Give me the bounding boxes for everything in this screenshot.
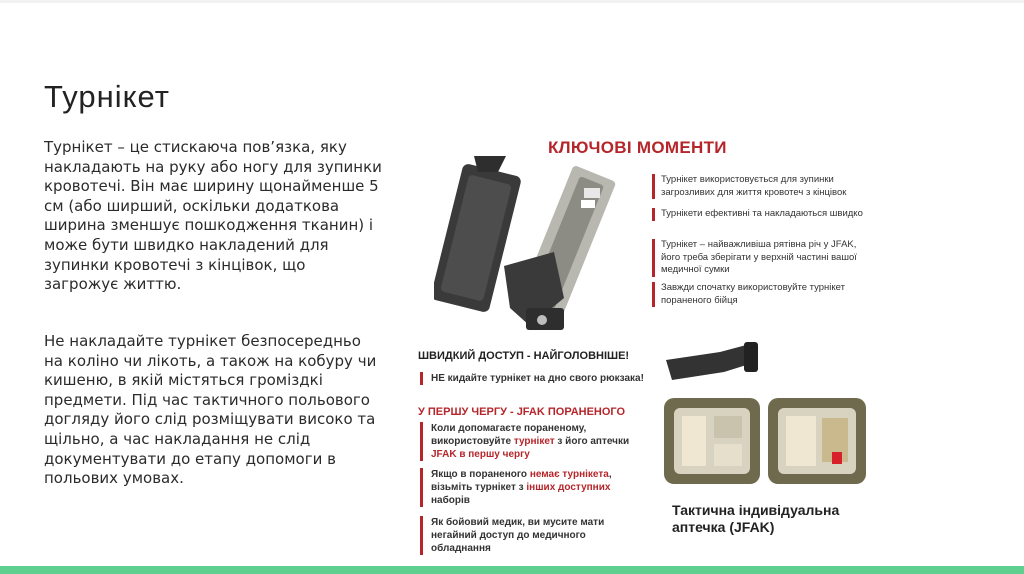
second-item-text-1: Якщо в пораненого — [431, 469, 530, 480]
slide-title: Турнікет — [44, 78, 170, 114]
kit-pouch-right — [768, 398, 866, 484]
key-points-heading: КЛЮЧОВІ МОМЕНТИ — [548, 138, 727, 157]
combat-medic-item: Як бойовий медик, ви мусите мати негайний доступ до медичного обладнання — [420, 516, 645, 555]
key-point-3: Турнікет – найважливіша рятівна річ у JFAK, його треба зберігати у верхній частині вашої медичної сумки — [652, 239, 871, 277]
first-item-bold-1: турнікет — [513, 436, 555, 447]
first-item-text-2: з його аптечки — [554, 436, 630, 447]
kit-pouch-left — [664, 398, 760, 484]
tourniquet-infographic — [414, 128, 884, 560]
quick-access-item: НЕ кидайте турнікет на дно свого рюкзака! — [420, 372, 645, 385]
quick-access-heading: ШВИДКИЙ ДОСТУП - НАЙГОЛОВНІШЕ! — [418, 350, 630, 362]
paragraph-definition: Турнікет – це стискаюча пов’язка, яку накладають на руку або ногу для зупинки кровотечі. Він має ширину щонайменше 5 см (або ширший, оскільки додаткова ширина зменшує пошкодження тканин) і може бути швидко накладений для зупинки кровотечі з кінцівок, що загрожує життю. — [44, 138, 382, 294]
first-item-bold-2: JFAK в першу чергу — [431, 449, 530, 460]
first-priority-heading: У ПЕРШУ ЧЕРГУ - JFAK ПОРАНЕНОГО — [418, 406, 626, 418]
kit-caption: Тактична індивідуальна аптечка (JFAK) — [672, 502, 840, 535]
second-item-text-3: наборів — [431, 495, 470, 506]
no-tourniquet-item — [420, 468, 645, 507]
tourniquet-illustration — [434, 148, 634, 348]
tourniquet-buckle — [504, 252, 564, 330]
paragraph-application: Не накладайте турнікет безпосередньо на коліно чи лікоть, а також на кобуру чи кишеню, в якій містяться громіздкі предмети. Під час тактичного польового догляду його слід розміщувати високо та щільно, а час накладання не слід документувати до етапу допомоги в польових умовах. — [44, 332, 377, 488]
top-divider — [0, 0, 1024, 3]
jfak-kit-illustration — [660, 340, 870, 490]
second-item-text-2: , візьміть турнікет з — [431, 469, 612, 493]
bottom-accent-bar — [0, 566, 1024, 574]
first-item-text-1: Коли допомагаєте пораненому, використовуйте — [431, 423, 587, 447]
second-item-bold-2: інших доступних — [526, 482, 611, 493]
second-item-bold-1: немає турнікета — [529, 469, 609, 480]
first-priority-item — [420, 422, 645, 461]
key-point-1: Турнікет використовується для зупинки загрозливих для життя кровотеч з кінцівок — [652, 174, 871, 199]
kit-tourniquet-on-top — [666, 342, 758, 380]
key-point-4: Завжди спочатку використовуйте турнікет пораненого бійця — [652, 282, 871, 307]
key-point-2: Турнікети ефективні та накладаються швидко — [652, 208, 871, 221]
